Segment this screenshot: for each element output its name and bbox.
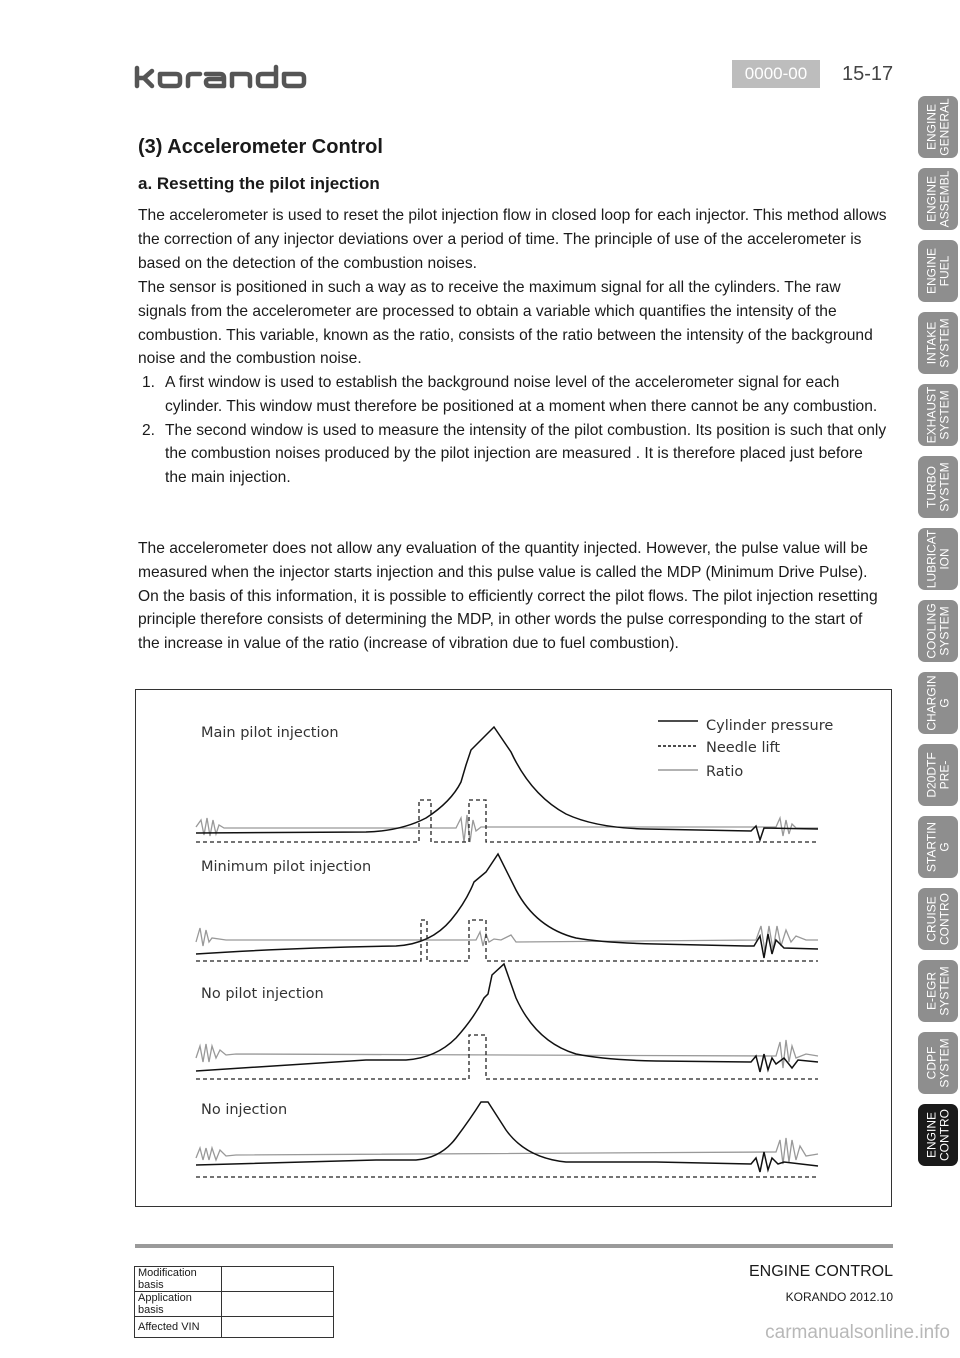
tab-engine-general[interactable] <box>918 96 958 158</box>
footer-divider <box>135 1244 893 1248</box>
ratio-trace-main-pilot <box>196 815 818 842</box>
tab-engine-control[interactable] <box>918 1104 958 1166</box>
table-value <box>222 1267 334 1292</box>
tab-label: CRUISE CONTRO <box>924 893 951 945</box>
tab-label: ENGINE ASSEMBL <box>924 170 951 228</box>
needle-trace-no-pilot <box>196 1035 818 1079</box>
tab-engine-assembly[interactable] <box>918 168 958 230</box>
tab-label: LUBRICAT ION <box>924 529 951 589</box>
list-text: A first window is used to establish the background noise level of the accelerometer signal for each cylinder. This window must therefore be positioned at a moment when there cannot be any combustion. <box>165 374 878 415</box>
tab-turbo-system[interactable] <box>918 456 958 518</box>
ratio-trace-no-injection <box>196 1138 818 1164</box>
page-number: 15-17 <box>842 63 894 85</box>
tab-exhaust-system[interactable] <box>918 384 958 446</box>
tab-cdpf-system[interactable] <box>918 1032 958 1094</box>
paragraph-3: The accelerometer does not allow any evaluation of the quantity injected. However, the pulse value will be measured when the injector starts injection and this pulse value is called the MDP (Minimum Drive Pulse). On the basis of this information, it is possible to efficiently correct the pilot flows. The pilot injection resetting principle therefore consists of determining the MDP, in other words the pulse corresponding to the start of the increase in value of the ratio (increase of vibration due to fuel combustion). <box>138 540 878 653</box>
tab-label: TURBO SYSTEM <box>924 462 951 512</box>
panel-label-min-pilot: Minimum pilot injection <box>201 859 372 875</box>
tab-label: E-EGR SYSTEM <box>924 966 951 1016</box>
panel-label-no-pilot: No pilot injection <box>201 986 324 1002</box>
panel-label-no-injection: No injection <box>201 1102 288 1118</box>
injection-signal-figure <box>135 689 892 1207</box>
signal-diagram <box>136 690 893 1208</box>
panel-label-main-pilot: Main pilot injection <box>201 725 339 741</box>
window-list <box>138 371 888 490</box>
tab-label: COOLING SYSTEM <box>924 603 951 659</box>
tab-label: EXHAUST SYSTEM <box>924 386 951 444</box>
tab-label: D20DTF PRE- <box>924 752 951 798</box>
tab-cooling-system[interactable] <box>918 600 958 662</box>
tab-label: ENGINE CONTRO <box>924 1109 951 1161</box>
tab-intake-system[interactable] <box>918 312 958 374</box>
tab-lubrication[interactable] <box>918 528 958 590</box>
tab-e-egr-system[interactable] <box>918 960 958 1022</box>
legend-needle: Needle lift <box>706 740 781 756</box>
paragraph-2: The sensor is positioned in such a way as to receive the maximum signal for all the cylinders. The raw signals from the accelerometer are processed to obtain a variable which quantifies the intensity of the combustion. This variable, known as the ratio, consists of the ratio between the intensity of the background noise and the combustion noise. <box>138 279 873 368</box>
ratio-trace-min-pilot <box>196 926 818 952</box>
tab-d20dtf-pre[interactable] <box>918 744 958 806</box>
watermark: carmanualsonline.info <box>765 1322 950 1343</box>
korando-logo <box>134 62 314 92</box>
list-number: 2. <box>142 421 156 439</box>
list-item <box>138 371 888 419</box>
legend-pressure: Cylinder pressure <box>706 718 834 734</box>
tab-charging[interactable] <box>918 672 958 734</box>
table-label: Affected VIN <box>135 1317 222 1338</box>
tab-label: STARTIN G <box>924 821 951 873</box>
tab-label: ENGINE GENERAL <box>924 98 951 156</box>
tab-engine-fuel[interactable] <box>918 240 958 302</box>
tab-label: ENGINE FUEL <box>924 248 951 295</box>
table-row <box>135 1292 334 1317</box>
subsection-title: a. Resetting the pilot injection <box>138 174 380 193</box>
list-number: 1. <box>142 374 156 391</box>
needle-trace-main-pilot <box>196 800 818 842</box>
table-label: Application basis <box>135 1292 222 1317</box>
list-item <box>138 419 888 490</box>
tab-cruise-control[interactable] <box>918 888 958 950</box>
table-label: Modification basis <box>135 1267 222 1292</box>
paragraph-1: The accelerometer is used to reset the pilot injection flow in closed loop for each injector. This method allows the correction of any injector deviations over a period of time. The principle of use of the accelerometer is based on the detection of the combustion noises. <box>138 207 887 272</box>
footer-model: KORANDO 2012.10 <box>785 1290 893 1304</box>
ratio-trace-no-pilot <box>196 1040 818 1068</box>
pressure-trace-no-injection <box>196 1102 818 1172</box>
tab-starting[interactable] <box>918 816 958 878</box>
tab-label: INTAKE SYSTEM <box>924 318 951 368</box>
table-value <box>222 1292 334 1317</box>
tab-label: CHARGIN G <box>924 675 951 731</box>
tab-label: CDPF SYSTEM <box>924 1038 951 1088</box>
table-row <box>135 1267 334 1292</box>
document-code: 0000-00 <box>732 60 820 88</box>
legend-ratio: Ratio <box>706 764 744 780</box>
list-text: The second window is used to measure the intensity of the pilot combustion. Its position is such that only the combustion noises produced by the pilot injection are measured . It is therefore placed just before the main injection. <box>165 421 887 487</box>
footer-section-name: ENGINE CONTROL <box>748 1263 893 1280</box>
section-title: (3) Accelerometer Control <box>138 136 383 158</box>
